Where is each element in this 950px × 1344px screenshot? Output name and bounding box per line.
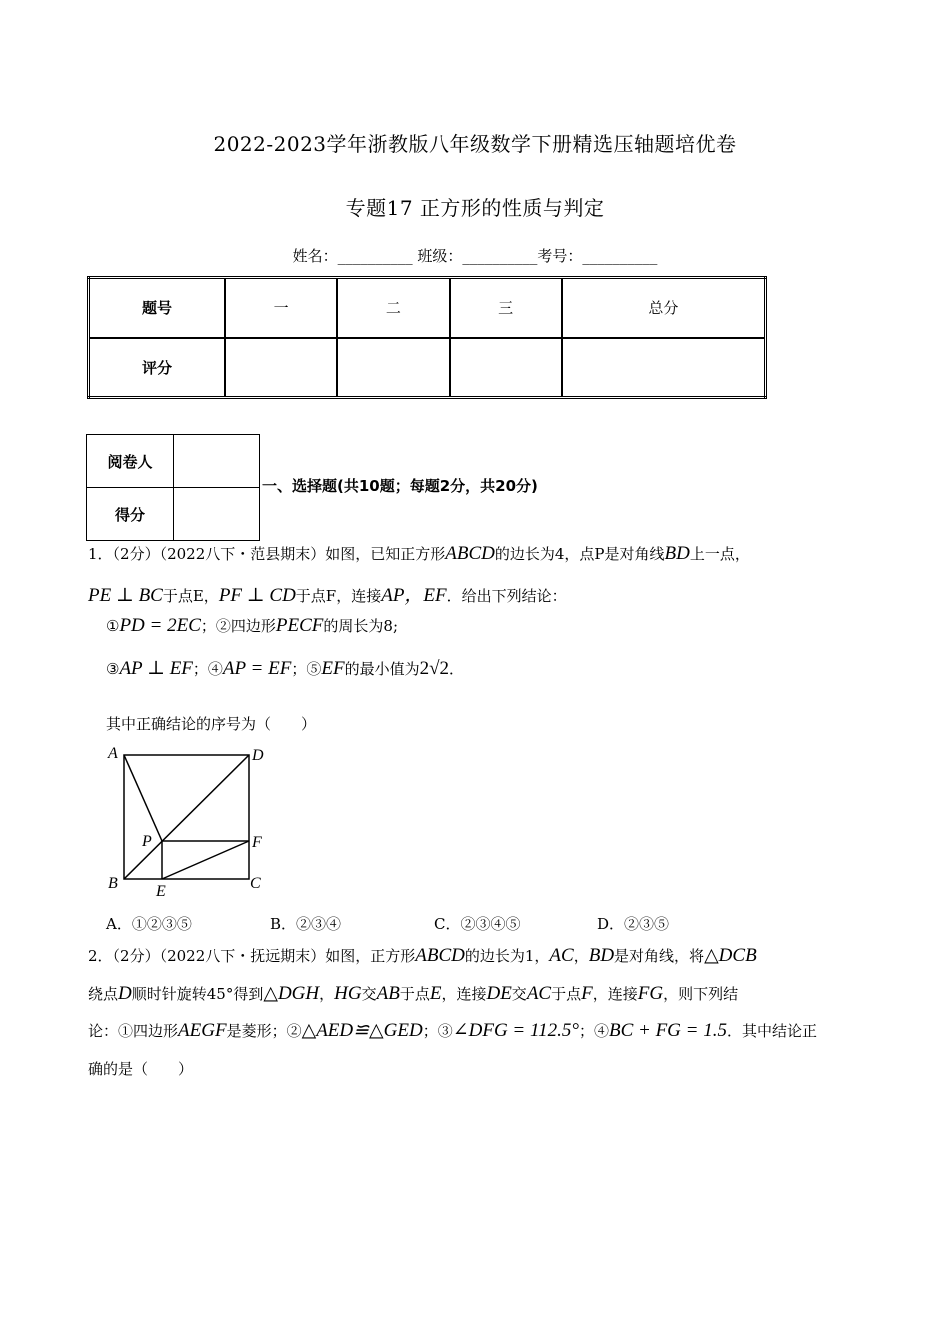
q1-text: ． bbox=[449, 660, 465, 678]
q2-text: 于点 bbox=[399, 985, 430, 1003]
math: △DCB bbox=[704, 945, 757, 966]
score-col-1: 一 bbox=[225, 278, 337, 338]
q2-text: ， bbox=[573, 947, 589, 965]
class-label: 班级： bbox=[417, 247, 463, 265]
q1-text: 于点F，连接 bbox=[295, 587, 382, 605]
reviewer-label: 阅卷人 bbox=[87, 435, 174, 488]
math: PD = 2EC bbox=[119, 615, 201, 636]
q1-line-4 bbox=[106, 657, 464, 680]
math: AB bbox=[376, 983, 400, 1004]
q1-text: 的边长为4，点P是对角线 bbox=[494, 545, 665, 563]
q1-option-b[interactable]: B．②③④ bbox=[270, 915, 342, 933]
math: BC + FG = 1.5 bbox=[608, 1020, 727, 1041]
q1-text: ．给出下列结论： bbox=[446, 587, 567, 605]
segment-ef bbox=[162, 841, 249, 879]
q1-text: ③ bbox=[106, 660, 120, 678]
q2-text: 交 bbox=[511, 985, 527, 1003]
q1-figure bbox=[100, 740, 280, 900]
score-table bbox=[87, 276, 767, 399]
q2-text: ．其中结论正 bbox=[726, 1022, 817, 1040]
math: ABCD bbox=[445, 543, 495, 564]
score-value-cell[interactable] bbox=[174, 488, 260, 541]
q1-option-a[interactable]: A．①②③⑤ bbox=[106, 915, 192, 933]
name-blank[interactable]: __________ bbox=[337, 247, 413, 265]
score-cell[interactable] bbox=[225, 338, 337, 398]
score-row-label-grade: 评分 bbox=[89, 338, 226, 398]
exam-label: 考号： bbox=[537, 247, 583, 265]
class-blank[interactable]: __________ bbox=[462, 247, 538, 265]
math: AEGF bbox=[178, 1020, 227, 1041]
q2-text: ；④ bbox=[578, 1022, 609, 1040]
math: PECF bbox=[275, 615, 324, 636]
q2-line-4: 确的是（ ） bbox=[88, 1060, 194, 1078]
q2-text: 是菱形；② bbox=[226, 1022, 302, 1040]
label-d: D bbox=[252, 747, 264, 764]
q1-text: ；⑤ bbox=[291, 660, 322, 678]
math: BD bbox=[664, 543, 690, 564]
q1-line-2 bbox=[88, 580, 567, 607]
paper-title: 2022-2023学年浙教版八年级数学下册精选压轴题培优卷 bbox=[213, 132, 737, 156]
q2-text: ， bbox=[319, 985, 335, 1003]
math: FG bbox=[637, 983, 664, 1004]
paper-subtitle: 专题17 正方形的性质与判定 bbox=[345, 196, 605, 220]
label-e: E bbox=[156, 883, 166, 900]
label-c: C bbox=[250, 875, 261, 892]
student-info-line bbox=[0, 245, 950, 266]
q1-text: ；②四边形 bbox=[200, 617, 276, 635]
q2-line-3 bbox=[88, 1019, 817, 1042]
math: DE bbox=[486, 983, 512, 1004]
q2-text: 是对角线，将 bbox=[614, 947, 705, 965]
math: △DGH bbox=[263, 983, 320, 1004]
q1-text: 上一点， bbox=[689, 545, 750, 563]
math: AP = EF bbox=[222, 658, 292, 679]
q2-text: ；③ bbox=[422, 1022, 453, 1040]
grader-box bbox=[86, 434, 260, 541]
diagonal-bd bbox=[124, 755, 249, 879]
math: F bbox=[581, 983, 593, 1004]
score-col-total: 总分 bbox=[562, 278, 766, 338]
q2-text: ，则下列结 bbox=[663, 985, 739, 1003]
q1-text: 于点E， bbox=[162, 587, 219, 605]
q2-text: 交 bbox=[361, 985, 377, 1003]
q1-text: ① bbox=[106, 617, 120, 635]
name-label: 姓名： bbox=[292, 247, 338, 265]
q2-text: 于点 bbox=[551, 985, 582, 1003]
label-p: P bbox=[142, 833, 152, 850]
score-col-2: 二 bbox=[337, 278, 449, 338]
section-heading: 一、选择题(共10题；每题2分，共20分) bbox=[262, 477, 538, 495]
math: AP ⊥ EF bbox=[119, 658, 193, 679]
q2-text: ，连接 bbox=[592, 985, 638, 1003]
q1-ask: 其中正确结论的序号为（ ） bbox=[106, 715, 317, 733]
q1-line-3 bbox=[106, 615, 398, 637]
math: ∠DFG = 112.5° bbox=[452, 1020, 579, 1041]
math: EF bbox=[321, 658, 345, 679]
q2-text: 绕点 bbox=[88, 985, 119, 1003]
score-cell[interactable] bbox=[562, 338, 766, 398]
q1-text: 的最小值为 bbox=[344, 660, 420, 678]
math: △AED≌△GED bbox=[301, 1020, 423, 1041]
label-b: B bbox=[108, 875, 118, 892]
exam-blank[interactable]: __________ bbox=[582, 247, 658, 265]
score-row-label-question: 题号 bbox=[89, 278, 226, 338]
q1-option-c[interactable]: C．②③④⑤ bbox=[434, 915, 521, 933]
math: AP，EF bbox=[381, 585, 447, 606]
q2-text: 的边长为1， bbox=[464, 947, 550, 965]
score-label: 得分 bbox=[87, 488, 174, 541]
math: E bbox=[429, 983, 442, 1004]
q2-text: 论：①四边形 bbox=[88, 1022, 179, 1040]
q2-text: ，连接 bbox=[441, 985, 487, 1003]
math: AC bbox=[526, 983, 552, 1004]
q2-line-2 bbox=[88, 982, 738, 1005]
q1-number: 1．（2分）（2022八下・范县期末）如图，已知正方形 bbox=[88, 545, 446, 563]
math: HG bbox=[334, 983, 362, 1004]
q1-option-d[interactable]: D．②③⑤ bbox=[597, 915, 670, 933]
q2-line-1 bbox=[88, 944, 757, 967]
q2-text: 顺时针旋转45°得到 bbox=[131, 985, 264, 1003]
segment-ap bbox=[124, 755, 162, 841]
math: ABCD bbox=[415, 945, 465, 966]
label-f: F bbox=[252, 834, 262, 851]
score-cell[interactable] bbox=[337, 338, 449, 398]
math: PF ⊥ CD bbox=[218, 585, 296, 606]
label-a: A bbox=[108, 745, 118, 762]
math: PE ⊥ BC bbox=[88, 585, 163, 606]
score-col-3: 三 bbox=[450, 278, 562, 338]
q2-number: 2．（2分）（2022八下・抚远期末）如图，正方形 bbox=[88, 947, 416, 965]
math: BD bbox=[588, 945, 615, 966]
math: D bbox=[118, 983, 132, 1004]
q1-line-1 bbox=[88, 543, 750, 565]
math: 2√2 bbox=[419, 658, 450, 679]
score-cell[interactable] bbox=[450, 338, 562, 398]
reviewer-cell[interactable] bbox=[174, 435, 260, 488]
q1-text: ；④ bbox=[192, 660, 223, 678]
q1-text: 的周长为8; bbox=[323, 617, 399, 635]
math: AC bbox=[549, 945, 574, 966]
